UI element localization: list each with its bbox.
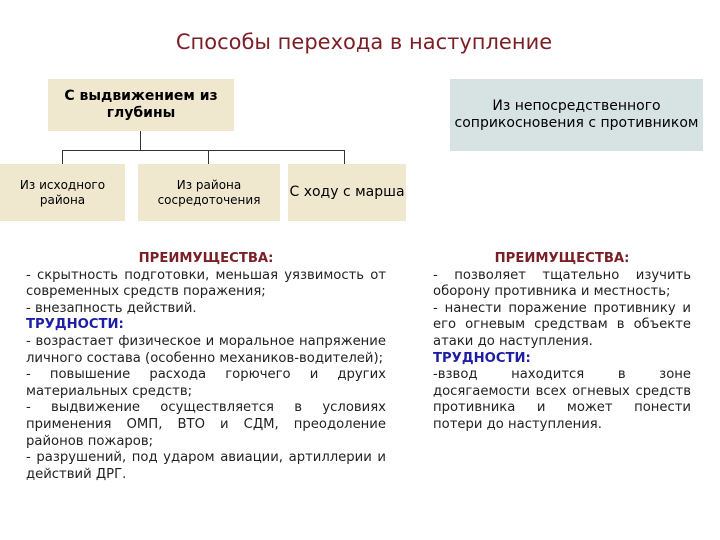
- left-difficulty-item: - возрастает физическое и моральное напряжение личного состава (особенно механиков-водителей);: [26, 333, 386, 366]
- left-description: [26, 251, 386, 483]
- right-difficulty-item: -взвод находится в зоне досягаемости всех огневых средств противника и может понести потери до наступления.: [433, 367, 691, 432]
- left-difficulties-heading: ТРУДНОСТИ:: [26, 317, 124, 333]
- box-direct-contact-label: Из непосредственного соприкосновения с противником: [454, 98, 699, 131]
- left-difficulty-item: - выдвижение осуществляется в условиях применения ОМП, ВТО и СДМ, преодоление районов пожаров;: [26, 400, 386, 449]
- connector-drop-march: [344, 150, 345, 164]
- box-initial-area-label: Из исходного района: [19, 178, 106, 207]
- right-advantage-item: - позволяет тщательно изучить оборону противника и местность;: [433, 267, 691, 300]
- box-from-march: [288, 164, 406, 221]
- connector-drop-concentration: [208, 150, 209, 164]
- box-from-march-label: С ходу с марша: [289, 184, 405, 201]
- right-difficulties-heading: ТРУДНОСТИ:: [433, 350, 531, 366]
- right-description: [433, 251, 691, 434]
- connector-vertical-top: [140, 131, 141, 150]
- right-advantages-heading: ПРЕИМУЩЕСТВА:: [494, 251, 630, 266]
- left-difficulty-item: - разрушений, под ударом авиации, артиллерии и действий ДРГ.: [26, 450, 386, 482]
- right-advantage-item: - нанести поражение противнику и его огневым средствам в объекте атаки до наступления.: [433, 300, 691, 349]
- box-from-depth: [48, 79, 234, 131]
- left-advantages-heading: ПРЕИМУЩЕСТВА:: [138, 251, 274, 266]
- left-advantage-item: - внезапность действий.: [26, 300, 197, 316]
- box-concentration-area-label: Из района сосредоточения: [157, 178, 261, 207]
- connector-drop-initial: [62, 150, 63, 164]
- box-initial-area: [0, 164, 125, 221]
- box-from-depth-label: С выдвижением из глубины: [64, 88, 218, 121]
- left-advantage-item: - скрытность подготовки, меньшая уязвимость от современных средств поражения;: [26, 267, 386, 300]
- box-direct-contact: [450, 79, 703, 151]
- connector-horizontal: [62, 150, 344, 151]
- diagram-title: Способы перехода в наступление: [175, 30, 553, 54]
- left-difficulty-item: - повышение расхода горючего и других материальных средств;: [26, 367, 386, 399]
- box-concentration-area: [138, 164, 280, 221]
